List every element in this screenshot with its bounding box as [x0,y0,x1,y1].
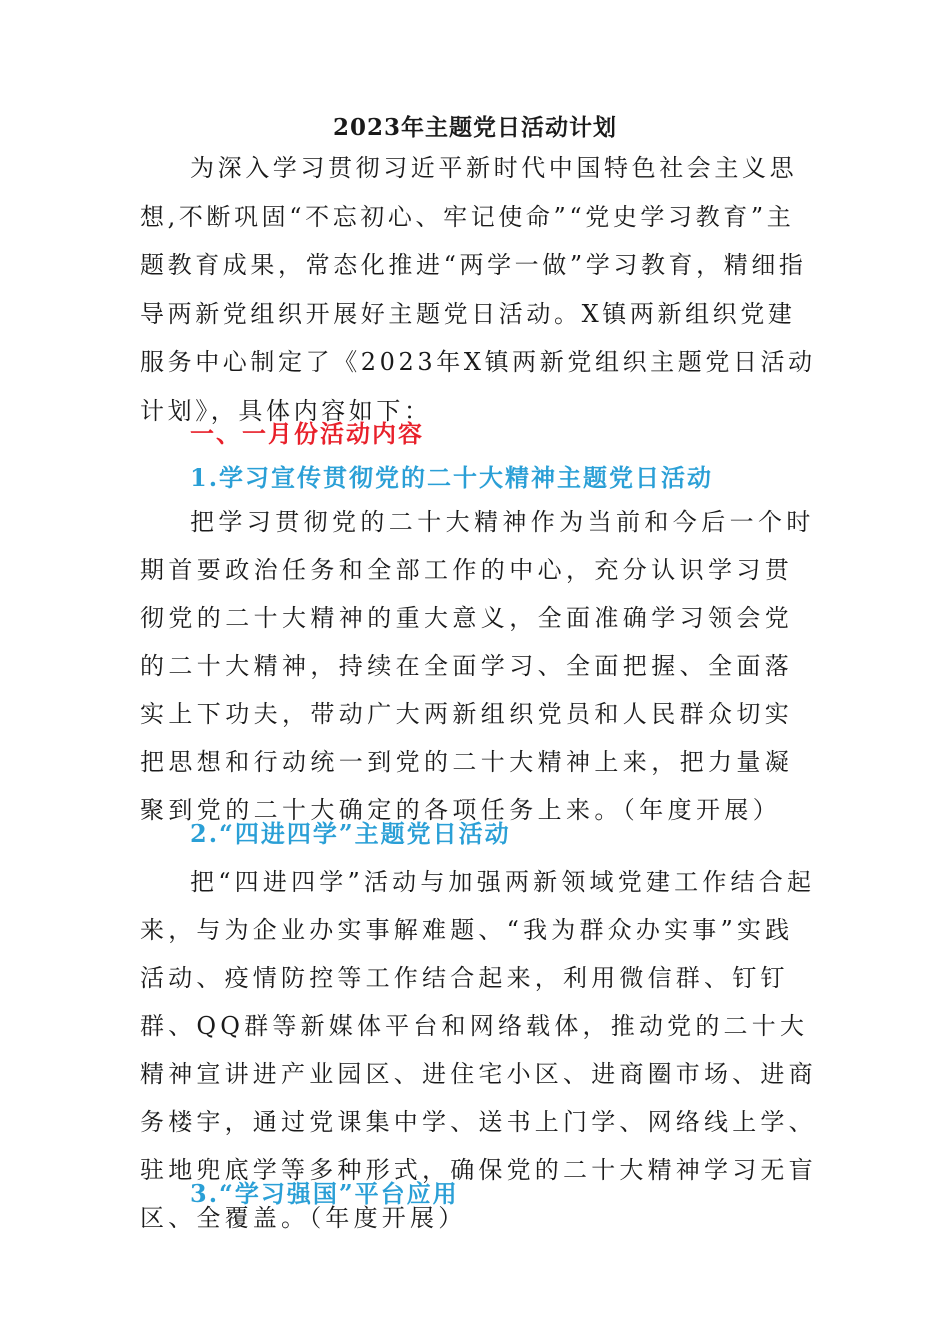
item-heading-2: 2.“四进四学”主题党日活动 [190,819,511,848]
item-body-1: 把学习贯彻党的二十大精神作为当前和今后一个时期首要政治任务和全部工作的中心，充分认识学习贯彻党的二十大精神的重大意义，全面准确学习领会党的二十大精神，持续在全面学习、全面把握、全面落实上下功夫，带动广大两新组织党员和人民群众切实把思想和行动统一到党的二十大精神上来，把力量凝聚到党的二十大确定的各项任务上来。（年度开展） [140,508,815,824]
item-heading-1: 1.学习宣传贯彻党的二十大精神主题党日活动 [190,463,714,492]
page-title: 2023年主题党日活动计划 [332,114,617,141]
item-heading-3: 3.“学习强国”平台应用 [190,1179,459,1208]
intro-paragraph: 为深入学习贯彻习近平新时代中国特色社会主义思想,不断巩固“不忘初心、牢记使命”“党史学习教育”主题教育成果，常态化推进“两学一做”学习教育，精细指导两新党组织开展好主题党日活动。X镇两新组织党建服务中心制定了《2023年X镇两新党组织主题党日活动计划》，具体内容如下： [140,154,816,425]
section-heading: 一、一月份活动内容 [190,419,424,448]
item-body-2: 把“四进四学”活动与加强两新领域党建工作结合起来，与为企业办实事解难题、“我为群众办实事”实践活动、疫情防控等工作结合起来，利用微信群、钉钉群、QQ群等新媒体平台和网络载体，推动党的二十大精神宣讲进产业园区、进住宅小区、进商圈市场、进商务楼宇，通过党课集中学、送书上门学、网络线上学、驻地兜底学等多种形式，确保党的二十大精神学习无盲区、全覆盖。（年度开展） [140,868,817,1232]
